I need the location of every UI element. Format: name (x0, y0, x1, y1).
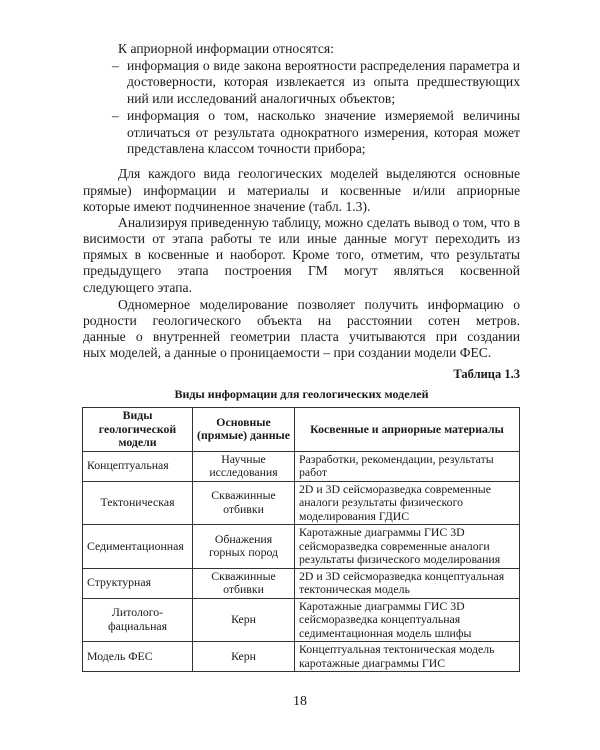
bullet-1-line-3: ний или исследований аналогичных объектов; (127, 91, 396, 106)
bullet-2-line-2: отличаться от результата однократного измерения, которая может (127, 125, 520, 140)
table-title: Виды информации для геологических моделей (174, 387, 429, 401)
table-label: Таблица 1.3 (453, 367, 520, 381)
bullet-1-line-1: информация о виде закона вероятности распределения параметра и (127, 58, 520, 73)
direct-data-cell: Обнажения горных пород (193, 525, 295, 569)
para3-line: данные о внутренней геометрии пласта учитываются при создании (83, 329, 520, 344)
model-type-cell: Модель ФЕС (83, 642, 193, 672)
para3-line: Одномерное моделирование позволяет получить информацию о (118, 297, 520, 312)
direct-data-cell: Скважинные отбивки (193, 481, 295, 525)
info-table (82, 407, 520, 672)
bullet-2-line-3: представлена классом точности прибора; (127, 141, 366, 156)
direct-data-cell: Скважинные отбивки (193, 568, 295, 598)
para2-line: прямых в косвенные и наоборот. Кроме того, отметим, что результаты (83, 247, 520, 262)
model-type-cell: Седиментационная (83, 525, 193, 569)
indirect-materials-cell: Концептуальная тектоническая модель каротажные диаграммы ГИС (295, 642, 520, 672)
model-type-cell: Концептуальная (83, 451, 193, 481)
para3-line: родности геологического объекта на расстоянии сотен метров. (83, 313, 520, 328)
para2-line: Анализируя приведенную таблицу, можно сделать вывод о том, что в (118, 215, 520, 230)
table-row (83, 642, 520, 672)
model-type-cell: Тектоническая (83, 481, 193, 525)
direct-data-cell: Научные исследования (193, 451, 295, 481)
para2-line: предыдущего этапа построения ГМ могут являться косвенной (83, 263, 520, 278)
table-row (83, 451, 520, 481)
header-indirect-materials: Косвенные и априорные материалы (295, 408, 520, 452)
intro-text: К априорной информации относятся: (118, 41, 334, 56)
indirect-materials-cell: 2D и 3D сейсморазведка концептуальная тектоническая модель (295, 568, 520, 598)
para1-line: которые имеют подчиненное значение (табл. 1.3). (83, 199, 371, 214)
bullet-2-line-1: информация о том, насколько значение измеряемой величины (127, 108, 520, 123)
direct-data-cell: Керн (193, 598, 295, 642)
indirect-materials-cell: 2D и 3D сейсморазведка современные аналоги результаты физического моделирования ГДИС (295, 481, 520, 525)
bullet-dash: – (112, 58, 119, 73)
table-row (83, 598, 520, 642)
table-row (83, 568, 520, 598)
table-header-row (83, 408, 520, 452)
indirect-materials-cell: Разработки, рекомендации, результаты работ (295, 451, 520, 481)
header-model-type: Виды геологической модели (83, 408, 193, 452)
indirect-materials-cell: Каротажные диаграммы ГИС 3D сейсморазведка современные аналоги результаты физического моделирования (295, 525, 520, 569)
header-direct-data: Основные (прямые) данные (193, 408, 295, 452)
para1-line: прямые) информации и материалы и косвенные и/или априорные (83, 183, 520, 198)
para3-line: ных моделей, а данные о проницаемости – при создании модели ФЕС. (83, 345, 492, 360)
model-type-cell: Структурная (83, 568, 193, 598)
bullet-dash: – (112, 108, 119, 123)
para2-line: следующего этапа. (83, 280, 192, 295)
direct-data-cell: Керн (193, 642, 295, 672)
table-row (83, 525, 520, 569)
bullet-1-line-2: достоверности, которая извлекается из опыта предшествующих (127, 74, 520, 89)
para1-line: Для каждого вида геологических моделей выделяются основные (118, 166, 520, 181)
indirect-materials-cell: Каротажные диаграммы ГИС 3D сейсморазведка концептуальная седиментационная модель шлифы (295, 598, 520, 642)
table-row (83, 481, 520, 525)
page-number: 18 (293, 694, 307, 709)
model-type-cell: Литолого-фациальная (83, 598, 193, 642)
para2-line: висимости от этапа работы те или иные данные могут переходить из (83, 231, 520, 246)
